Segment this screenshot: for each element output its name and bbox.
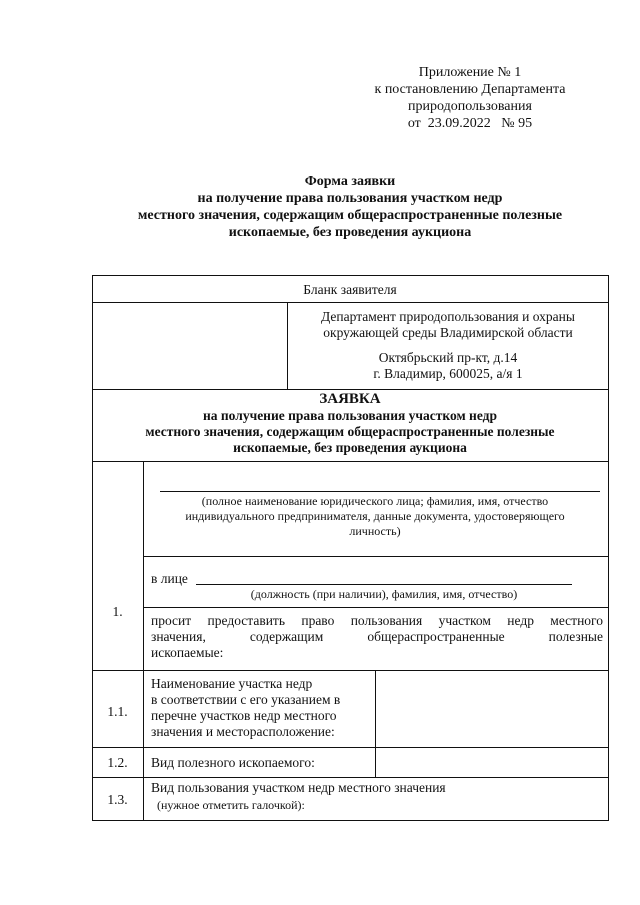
table-divider-number-col — [143, 461, 144, 820]
applicant-hint-line-3: личность) — [349, 524, 401, 538]
table-divider-header — [92, 302, 608, 303]
appendix-line-3: природопользования — [408, 99, 532, 114]
request-text — [151, 613, 603, 661]
appendix-line-2: к постановлению Департамента — [374, 82, 566, 97]
row-1-1-line-4: значения и месторасположение: — [151, 724, 335, 739]
form-title-line-4: ископаемые, без проведения аукциона — [228, 225, 472, 240]
request-title-line-2: местного значения, содержащим общераспространенные полезные — [145, 424, 555, 439]
row-1-1-line-3: перечне участков недр местного — [151, 708, 337, 723]
applicant-hint-line-2: индивидуального предпринимателя, данные документа, удостоверяющего — [185, 509, 565, 523]
form-title-line-1: Форма заявки — [304, 174, 396, 189]
section-1-number: 1. — [112, 604, 123, 619]
table-divider-row-1-2 — [92, 777, 608, 778]
in-person-label: в лице — [151, 571, 188, 586]
row-1-2-value-cell[interactable] — [376, 748, 608, 777]
row-1-1-number: 1.1. — [107, 704, 128, 719]
request-text-line-2: значения, содержащим общераспространенные полезные — [151, 629, 603, 644]
row-1-1-line-2: в соответствии с его указанием в — [151, 692, 341, 707]
table-divider-request — [92, 461, 608, 462]
request-title — [92, 391, 608, 456]
request-title-main: ЗАЯВКА — [319, 391, 381, 407]
row-1-3-hint: (нужное отметить галочкой): — [157, 798, 305, 812]
table-divider-person — [143, 607, 608, 608]
form-title-line-2: на получение права пользования участком недр — [197, 191, 503, 206]
applicant-hint-line-1: (полное наименование юридического лица; фамилия, имя, отчество — [201, 494, 549, 508]
row-1-1-line-1: Наименование участка недр — [151, 676, 313, 691]
row-1-2-number: 1.2. — [107, 755, 128, 770]
in-person-line[interactable] — [196, 584, 572, 585]
row-1-2-label: Вид полезного ископаемого: — [151, 755, 315, 770]
request-text-line-3: ископаемые: — [151, 645, 224, 660]
row-1-3-number: 1.3. — [107, 792, 128, 807]
request-title-line-3: ископаемые, без проведения аукциона — [233, 440, 467, 455]
request-title-line-1: на получение права пользования участком недр — [203, 408, 497, 423]
recipient-address — [288, 350, 608, 382]
row-1-1-label — [151, 676, 373, 740]
recipient-address-1: Октябрьский пр-кт, д.14 — [378, 350, 518, 365]
blank-header: Бланк заявителя — [303, 282, 397, 297]
row-1-3-label: Вид пользования участком недр местного значения — [151, 780, 446, 795]
applicant-name-hint — [150, 494, 600, 539]
appendix-block — [330, 64, 610, 132]
in-person-hint: (должность (при наличии), фамилия, имя, отчество) — [250, 587, 518, 601]
recipient-name — [288, 309, 608, 341]
form-title — [90, 173, 610, 241]
recipient-line-2: окружающей среды Владимирской области — [323, 325, 573, 340]
form-title-line-3: местного значения, содержащим общераспространенные полезные — [137, 208, 563, 223]
applicant-name-line[interactable] — [160, 491, 600, 492]
appendix-line-1: Приложение № 1 — [418, 65, 522, 80]
table-border-bottom — [92, 820, 608, 821]
request-text-line-1: просит предоставить право пользования участком недр местного — [151, 613, 603, 628]
table-divider-applicant — [143, 556, 608, 557]
table-border-left — [92, 275, 93, 821]
appendix-line-4: от 23.09.2022 № 95 — [407, 116, 533, 131]
table-border-right — [608, 275, 609, 821]
recipient-address-2: г. Владимир, 600025, а/я 1 — [373, 366, 523, 381]
table-divider-recipient — [92, 389, 608, 390]
table-border-top — [92, 275, 608, 276]
recipient-line-1: Департамент природопользования и охраны — [321, 309, 575, 324]
row-1-1-value-cell[interactable] — [376, 671, 608, 747]
